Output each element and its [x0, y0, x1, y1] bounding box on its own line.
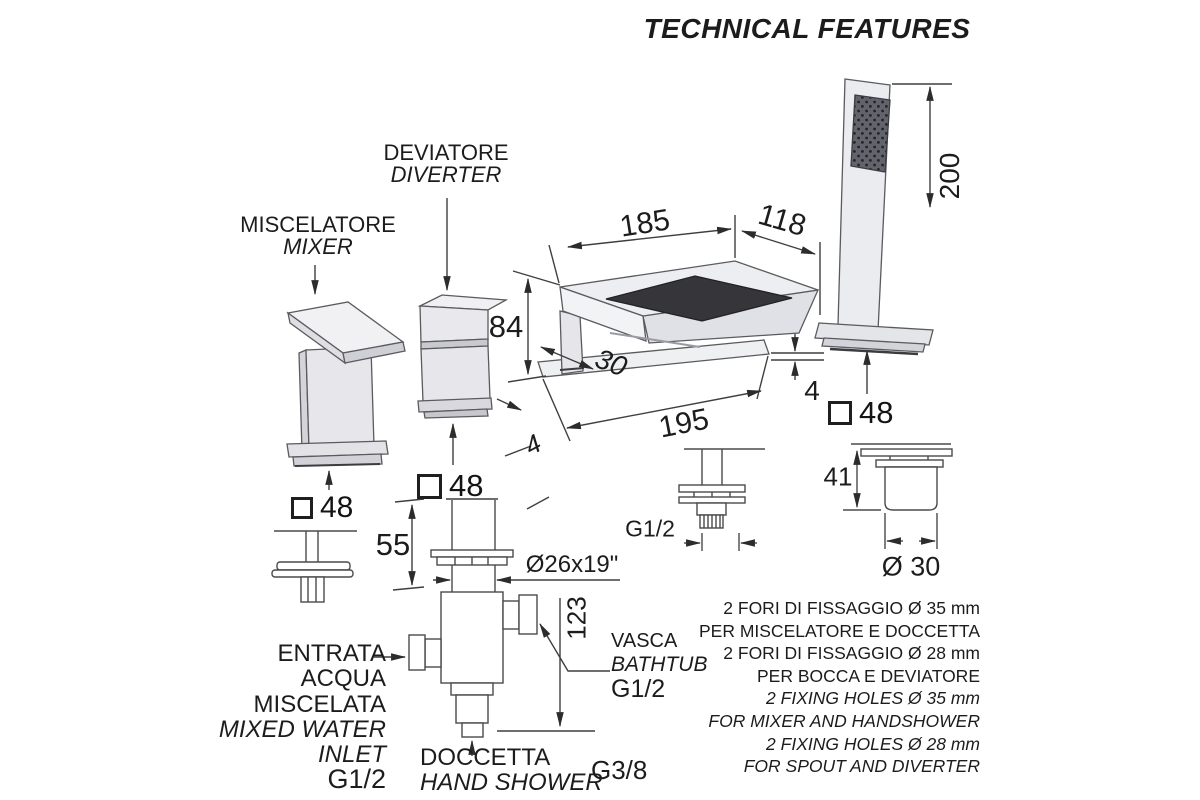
note-line: FOR MIXER AND HANDSHOWER [708, 710, 980, 731]
note-line: PER BOCCA E DEVIATORE [756, 665, 980, 686]
mixer-label [240, 214, 396, 258]
inlet-line-3: MISCELATA [253, 690, 386, 718]
mixer-drawing [287, 302, 405, 466]
handshower-label-en: HAND SHOWER [420, 769, 603, 796]
dim-spout-width: 185 [617, 203, 673, 244]
handshower-square-value: 48 [859, 395, 894, 430]
note-line: 2 FORI DI FISSAGGIO Ø 28 mm [723, 643, 980, 664]
dim-drain-height: 41 [823, 461, 853, 492]
inlet-thread: G1/2 [327, 764, 386, 795]
square-profile-icon [417, 474, 442, 499]
mixer-label-it: MISCELATORE [240, 212, 396, 237]
handshower-drawing [815, 79, 933, 354]
fixing-notes [699, 597, 980, 778]
valve-body-drawing [409, 500, 537, 737]
dim-tailpiece-thread: Ø26x19" [525, 551, 619, 578]
inlet-line-1: ENTRATA [277, 640, 386, 667]
diverter-square-value: 48 [449, 468, 484, 503]
mixer-square-callout [291, 491, 353, 525]
dim-valve-depth: 123 [561, 596, 592, 640]
mixer-label-en: MIXER [283, 234, 353, 259]
inlet-label [219, 641, 386, 793]
note-line: PER MISCELATORE E DOCCETTA [698, 620, 980, 641]
dim-base-thickness: 4 [519, 427, 547, 462]
handshower-label-it: DOCCETTA [420, 744, 551, 771]
note-line: 2 FIXING HOLES Ø 35 mm [766, 688, 980, 709]
drain-fitting [843, 444, 952, 549]
square-profile-icon [291, 497, 313, 519]
handshower-square-callout [828, 395, 893, 431]
inlet-line-2: ACQUA [300, 665, 386, 693]
tub-tail-fitting [679, 449, 765, 551]
dim-spout-base-length: 195 [656, 402, 712, 445]
bathtub-thread: G1/2 [611, 675, 666, 703]
dim-drain-diameter: Ø 30 [881, 551, 941, 582]
bathtub-label-en: BATHTUB [611, 653, 708, 676]
note-line: 2 FORI DI FISSAGGIO Ø 35 mm [723, 598, 980, 618]
bathtub-label-it: VASCA [611, 630, 678, 652]
diverter-label [383, 142, 508, 186]
inlet-line-4: MIXED WATER [218, 715, 386, 743]
dim-spout-height: 84 [488, 309, 524, 344]
dim-handshower-length: 200 [934, 152, 965, 200]
dim-under-deck-height: 55 [375, 527, 411, 562]
diverter-label-it: DEVIATORE [383, 140, 509, 165]
diverter-label-en: DIVERTER [390, 162, 502, 187]
dim-spout-inner-depth: 30 [591, 342, 632, 383]
note-line: 2 FIXING HOLES Ø 28 mm [766, 733, 980, 754]
dim-spout-depth: 118 [754, 198, 810, 243]
square-profile-icon [828, 401, 852, 425]
mixer-square-value: 48 [320, 491, 354, 524]
handshower-label [420, 745, 603, 795]
note-line: FOR SPOUT AND DIVERTER [743, 756, 980, 777]
page-title: TECHNICAL FEATURES [643, 13, 971, 44]
mixer-tail-fitting [272, 531, 357, 602]
handshower-thread: G3/8 [591, 755, 648, 785]
bathtub-label [611, 630, 707, 703]
inlet-line-5: INLET [317, 741, 386, 769]
diverter-square-callout [417, 468, 483, 504]
valve-thread-label: G1/2 [625, 515, 675, 542]
dim-deck-thickness: 4 [804, 375, 820, 406]
